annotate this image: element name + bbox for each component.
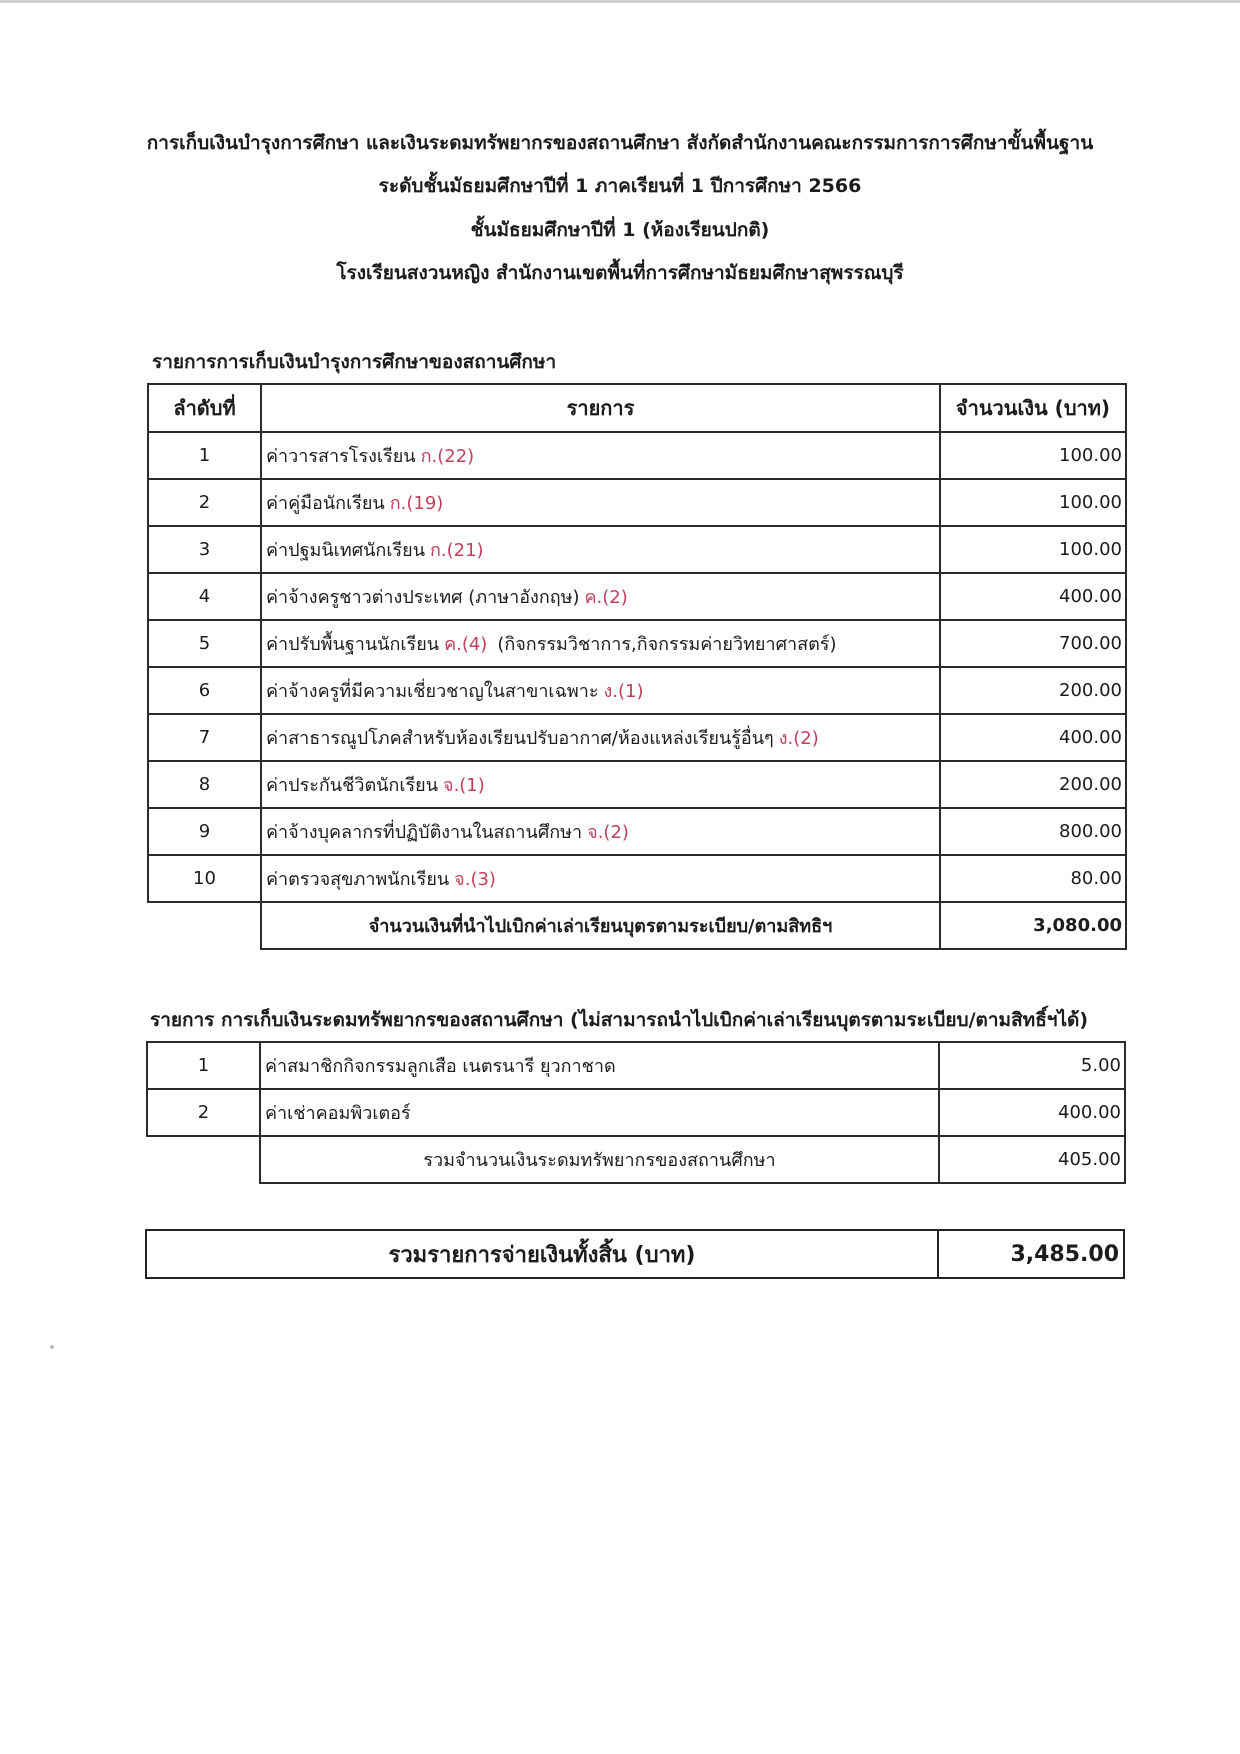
table-row (148, 479, 1126, 526)
budget-code: ค.(4) (444, 634, 488, 655)
column-header-amount: จำนวนเงิน (บาท) (940, 384, 1126, 432)
table-row (148, 667, 1126, 714)
item-text: ค่าจ้างครูชาวต่างประเทศ (ภาษาอังกฤษ) (266, 587, 580, 608)
row-number: 7 (148, 714, 261, 761)
row-item (261, 808, 940, 855)
item-note: (กิจกรรมวิชาการ,กิจกรรมค่ายวิทยาศาสตร์) (497, 634, 837, 655)
row-amount: 200.00 (940, 761, 1126, 808)
table-row (148, 761, 1126, 808)
row-amount: 700.00 (940, 620, 1126, 667)
budget-code: ง.(1) (603, 681, 644, 702)
section2-total-row (147, 1136, 1125, 1183)
section1-total-label: จำนวนเงินที่นำไปเบิกค่าเล่าเรียนบุตรตามระเบียบ/ตามสิทธิฯ (261, 902, 940, 949)
section2-total-amount: 405.00 (939, 1136, 1125, 1183)
budget-code: ง.(2) (778, 728, 819, 749)
blank-cell (147, 1136, 260, 1183)
row-item (261, 526, 940, 573)
row-item (261, 620, 940, 667)
item-text: ค่าตรวจสุขภาพนักเรียน (266, 869, 450, 890)
budget-code: จ.(2) (587, 822, 629, 843)
item-text: ค่าสาธารณูปโภคสำหรับห้องเรียนปรับอากาศ/ห้องแหล่งเรียนรู้อื่นๆ (266, 728, 774, 749)
grand-total-row (146, 1230, 1124, 1278)
header-school-line: โรงเรียนสงวนหญิง สำนักงานเขตพื้นที่การศึกษามัธยมศึกษาสุพรรณบุรี (336, 262, 904, 284)
table-row (148, 526, 1126, 573)
column-header-number: ลำดับที่ (148, 384, 261, 432)
section2-title: รายการ การเก็บเงินระดมทรัพยากรของสถานศึกษา (ไม่สามารถนำไปเบิกค่าเล่าเรียนบุตรตามระเบียบ/ตามสิทธิ์ฯได้) (150, 1009, 1089, 1031)
table-row (148, 714, 1126, 761)
section1-table (147, 383, 1127, 950)
section1-total-row (148, 902, 1126, 949)
row-amount: 80.00 (940, 855, 1126, 902)
row-number: 6 (148, 667, 261, 714)
grand-total-amount: 3,485.00 (938, 1230, 1124, 1278)
row-amount: 5.00 (939, 1042, 1125, 1089)
row-number: 8 (148, 761, 261, 808)
row-item (261, 761, 940, 808)
item-text: ค่าจ้างครูที่มีความเชี่ยวชาญในสาขาเฉพาะ (266, 681, 599, 702)
item-text: ค่าประกันชีวิตนักเรียน (266, 775, 439, 796)
row-item (261, 714, 940, 761)
row-number: 1 (147, 1042, 260, 1089)
scan-speck (50, 1345, 54, 1349)
budget-code: ก.(22) (420, 446, 475, 467)
row-number: 4 (148, 573, 261, 620)
section1-title: รายการการเก็บเงินบำรุงการศึกษาของสถานศึกษา (152, 351, 557, 373)
row-number: 9 (148, 808, 261, 855)
row-number: 2 (148, 479, 261, 526)
grand-total-table (145, 1229, 1125, 1279)
row-item: ค่าสมาชิกกิจกรรมลูกเสือ เนตรนารี ยุวกาชาด (260, 1042, 939, 1089)
row-amount: 100.00 (940, 432, 1126, 479)
row-item (261, 432, 940, 479)
row-amount: 100.00 (940, 526, 1126, 573)
row-amount: 200.00 (940, 667, 1126, 714)
item-text: ค่าคู่มือนักเรียน (266, 493, 385, 514)
budget-code: จ.(1) (443, 775, 485, 796)
budget-code: ก.(19) (389, 493, 444, 514)
row-amount: 400.00 (940, 714, 1126, 761)
row-item: ค่าเช่าคอมพิวเตอร์ (260, 1089, 939, 1136)
table-row (148, 855, 1126, 902)
table-row (148, 808, 1126, 855)
grand-total-label: รวมรายการจ่ายเงินทั้งสิ้น (บาท) (146, 1230, 938, 1278)
row-number: 1 (148, 432, 261, 479)
item-text: ค่าวารสารโรงเรียน (266, 446, 416, 467)
header-title-line: การเก็บเงินบำรุงการศึกษา และเงินระดมทรัพยากรของสถานศึกษา สังกัดสำนักงานคณะกรรมการการศึกษาขั้นพื้นฐาน (146, 132, 1094, 154)
item-text: ค่าจ้างบุคลากรที่ปฏิบัติงานในสถานศึกษา (266, 822, 583, 843)
row-number: 10 (148, 855, 261, 902)
row-number: 5 (148, 620, 261, 667)
budget-code: ก.(21) (430, 540, 484, 561)
section1-header-row (148, 384, 1126, 432)
header-level-term-line: ระดับชั้นมัธยมศึกษาปีที่ 1 ภาคเรียนที่ 1 ปีการศึกษา 2566 (378, 175, 862, 197)
table-row (148, 573, 1126, 620)
budget-code: ค.(2) (584, 587, 628, 608)
section1-total-amount: 3,080.00 (940, 902, 1126, 949)
column-header-item: รายการ (261, 384, 940, 432)
blank-cell (148, 902, 261, 949)
table-row (148, 620, 1126, 667)
table-row (147, 1089, 1125, 1136)
row-number: 3 (148, 526, 261, 573)
row-item (261, 855, 940, 902)
row-amount: 100.00 (940, 479, 1126, 526)
item-text: ค่าปฐมนิเทศนักเรียน (266, 540, 425, 561)
row-amount: 400.00 (939, 1089, 1125, 1136)
header-class-line: ชั้นมัธยมศึกษาปีที่ 1 (ห้องเรียนปกติ) (470, 219, 770, 241)
row-amount: 400.00 (940, 573, 1126, 620)
row-amount: 800.00 (940, 808, 1126, 855)
budget-code: จ.(3) (454, 869, 496, 890)
item-text: ค่าปรับพื้นฐานนักเรียน (266, 634, 440, 655)
row-number: 2 (147, 1089, 260, 1136)
scan-top-edge (0, 0, 1240, 3)
row-item (261, 667, 940, 714)
section2-total-label: รวมจำนวนเงินระดมทรัพยากรของสถานศึกษา (260, 1136, 939, 1183)
row-item (261, 573, 940, 620)
table-row (147, 1042, 1125, 1089)
section2-table (146, 1041, 1126, 1184)
row-item (261, 479, 940, 526)
table-row (148, 432, 1126, 479)
